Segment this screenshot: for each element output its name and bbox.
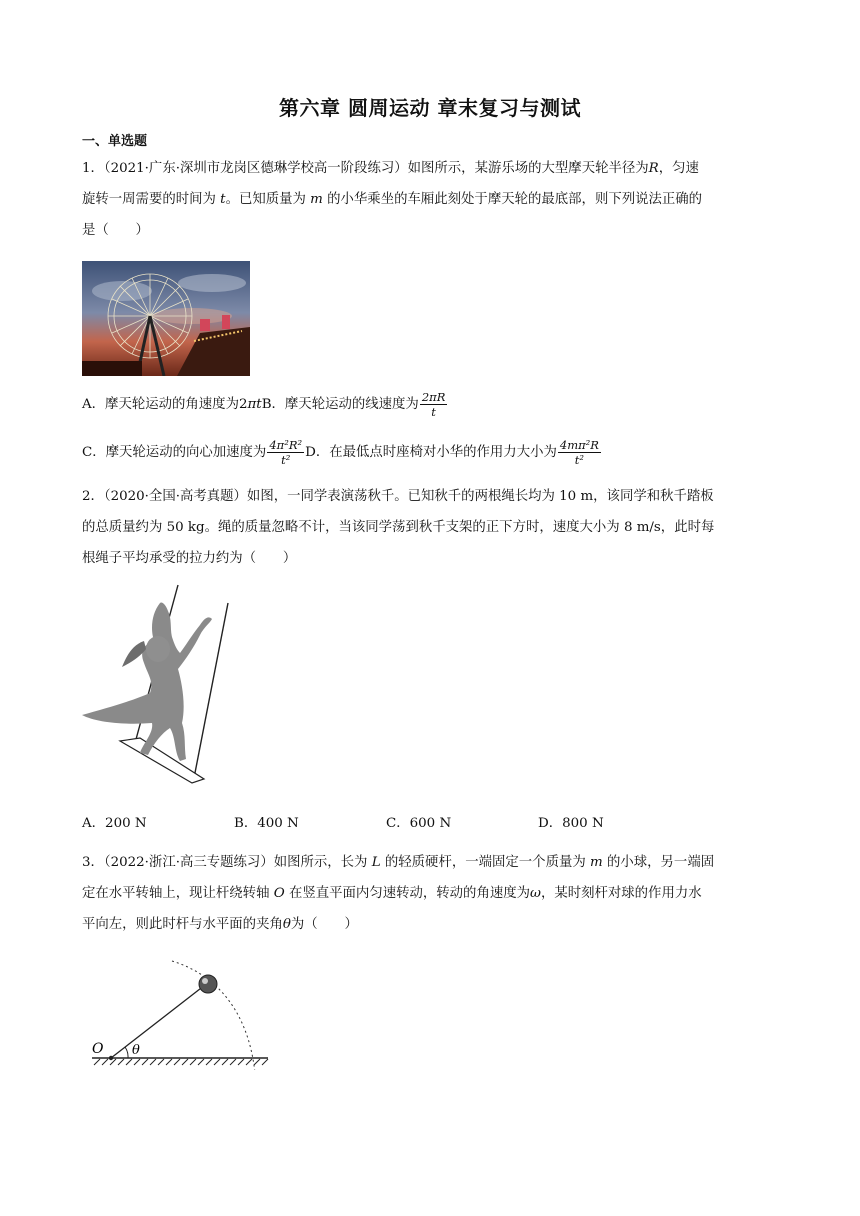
question-2-text: 2．（2020·全国·高考真题）如图，一同学表演荡秋千。已知秋千的两根绳长均为 10 m，该同学和秋千踏板 的总质量约为 50 kg。绳的质量忽略不计，当该同学荡到秋千支架的正下方时，速度大小为 8 m/s，此时每 根绳子平均承受的拉力约为（ ）	[82, 489, 715, 566]
pivot-label-o: O	[92, 1041, 104, 1057]
question-1-options-cd: C．摩天轮运动的向心加速度为 $\frac{\text{4π²R²}}{\text{t²}}$ D．在最低点时座椅对小华的作用力大小为 $\frac{\text{4mπ²R}}{\text{t²}}$	[82, 438, 599, 467]
swing-girl-illustration	[82, 583, 242, 793]
section-heading: 一、单选题	[82, 134, 148, 149]
question-2-options	[82, 812, 690, 831]
fraction-4pi2R2-over-t2: $\frac{\text{4π²R²}}{\text{t²}}$	[269, 438, 303, 467]
page-title: 第六章 圆周运动 章末复习与测试	[279, 96, 581, 120]
option-a: A．200 N	[82, 816, 147, 831]
option-b: B．400 N	[234, 816, 299, 831]
ferris-wheel-photo	[82, 261, 250, 376]
angle-label-theta: θ	[132, 1043, 140, 1058]
rotating-rod-diagram	[88, 955, 278, 1070]
fraction-4mpi2R-over-t2: $\frac{\text{4mπ²R}}{\text{t²}}$	[559, 438, 599, 467]
question-1-options-ab: A．摩天轮运动的角速度为2πtB．摩天轮运动的线速度为 $\frac{2\pi R}{t}$	[82, 390, 446, 419]
option-c: C．600 N	[386, 816, 452, 831]
fraction-2piR-over-t: $\frac{2\pi R}{t}$	[421, 390, 446, 419]
question-1-text: 1．（2021·广东·深圳市龙岗区德琳学校高一阶段练习）如图所示，某游乐场的大型摩天轮半径为R，匀速 旋转一周需要的时间为 t。已知质量为 m 的小华乘坐的车厢此刻处于摩天轮的最底部，则下列说法正确的 是（ ）	[82, 161, 703, 238]
question-3-text: 3．（2022·浙江·高三专题练习）如图所示，长为 L 的轻质硬杆，一端固定一个质量为 m 的小球，另一端固 定在水平转轴上，现让杆绕转轴 O 在竖直平面内匀速转动，转动的角速度为ω，某时刻杆对球的作用力水 平向左，则此时杆与水平面的夹角θ为（ ）	[82, 855, 715, 932]
option-d: D．800 N	[538, 816, 604, 831]
